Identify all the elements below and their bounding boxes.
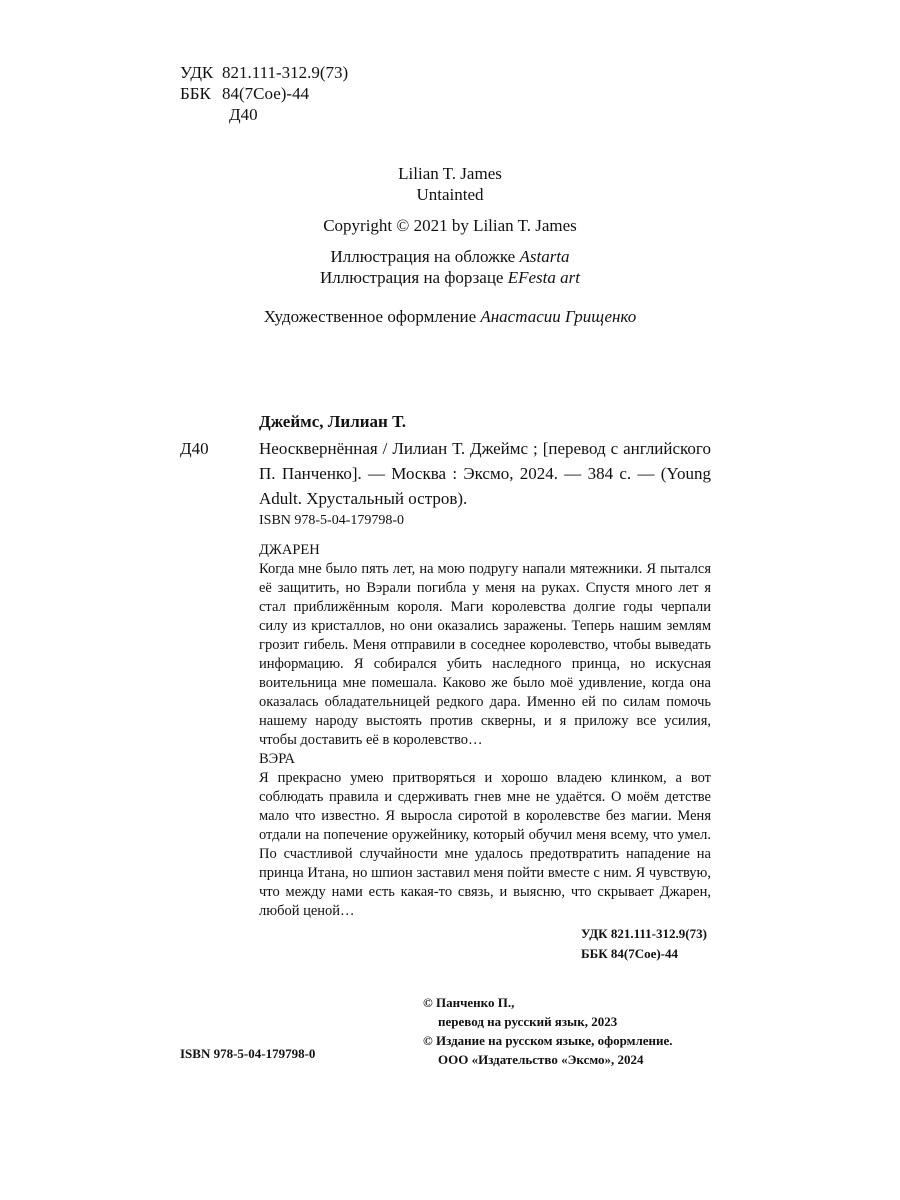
copyright-line: Copyright © 2021 by Lilian T. James — [323, 216, 577, 235]
classification-header — [180, 62, 348, 125]
translation-copyright-line-1: © Панченко П., — [423, 995, 515, 1010]
catalog-author-heading: Джеймс, Лилиан Т. — [259, 412, 406, 431]
bbk-value: 84(7Сое)-44 — [222, 84, 310, 103]
endpaper-illustration-credit — [0, 267, 900, 288]
annotation-text-jaren: Когда мне было пять лет, на мою подругу напали мятежники. Я пытался её защитить, но Вэрали погибла у меня на руках. Спустя много лет я стал приближённым короля. Маги королевства долгие годы черпали силу из кристаллов, но они оказались заражены. Теперь нашим землям грозит гибель. Меня отправили в соседнее королевство, чтобы выведать информацию. Я собирался убить наследного принца, но искусная воительница мне помешала. Каково же было моё удивление, когда она оказалась обладательницей редкого дара. Именно ей по силам помочь нашему народу выстоять против скверны, и я приложу все усилия, чтобы доставить её в королевство… — [259, 561, 711, 748]
footer-udk: УДК 821.111-312.9(73) — [581, 926, 707, 941]
design-credit — [0, 306, 900, 327]
catalog-isbn: ISBN 978-5-04-179798-0 — [259, 513, 405, 528]
cover-illustration-label: Иллюстрация на обложке — [330, 247, 516, 266]
annotation-heading-vera: ВЭРА — [259, 751, 295, 767]
design-label: Художественное оформление — [263, 307, 477, 326]
annotation-heading-jaren: ДЖАРЕН — [259, 542, 320, 558]
edition-copyright-line-1: © Издание на русском языке, оформление. — [423, 1033, 673, 1048]
footer-isbn: ISBN 978-5-04-179798-0 — [180, 1046, 316, 1061]
endpaper-illustration-label: Иллюстрация на форзаце — [320, 268, 504, 287]
footer-codes — [581, 924, 707, 964]
cover-illustration-credit — [0, 246, 900, 267]
catalog-description: Неосквернённая / Лилиан Т. Джеймс ; [перевод с английского П. Панченко]. — Москва : Эксмо, 2024. — 384 с. — (Young Adult. Хрустальный остров). — [259, 439, 711, 508]
translation-copyright-line-2: перевод на русский язык, 2023 — [438, 1014, 618, 1029]
credits-block — [0, 163, 900, 327]
cover-illustration-artist: Astarta — [519, 247, 570, 266]
design-artist: Анастасии Грищенко — [480, 307, 637, 326]
author-english: Lilian T. James — [398, 164, 502, 183]
bbk-label: ББК — [180, 84, 211, 103]
udk-line — [180, 62, 348, 83]
udk-value: 821.111-312.9(73) — [222, 63, 349, 82]
copyright-notices — [423, 993, 673, 1069]
edition-copyright-line-2: ООО «Издательство «Эксмо», 2024 — [438, 1052, 644, 1067]
udk-label: УДК — [180, 63, 214, 82]
annotation-text-vera: Я прекрасно умею притворяться и хорошо владею клинком, а вот соблюдать правила и сдерживать гнев мне не удаётся. О моём детстве мало что известно. Я выросла сиротой в королевстве без магии. Меня отдали на попечение оружейнику, который обучил меня всему, что умел. По счастливой случайности мне удалось предотвратить нападение на принца Итана, но шпион заставил меня пойти вместе с ним. Я чувствую, что между нами есть какая-то связь, и выясню, что скрывает Джарен, любой ценой… — [259, 770, 711, 919]
annotation — [259, 541, 711, 921]
footer-bbk: ББК 84(7Сое)-44 — [581, 946, 679, 961]
bbk-line — [180, 83, 348, 104]
cutter-code: Д40 — [229, 105, 258, 124]
endpaper-illustration-artist: EFesta art — [507, 268, 580, 287]
catalog-cutter-code: Д40 — [180, 439, 209, 458]
title-english: Untainted — [416, 185, 484, 204]
